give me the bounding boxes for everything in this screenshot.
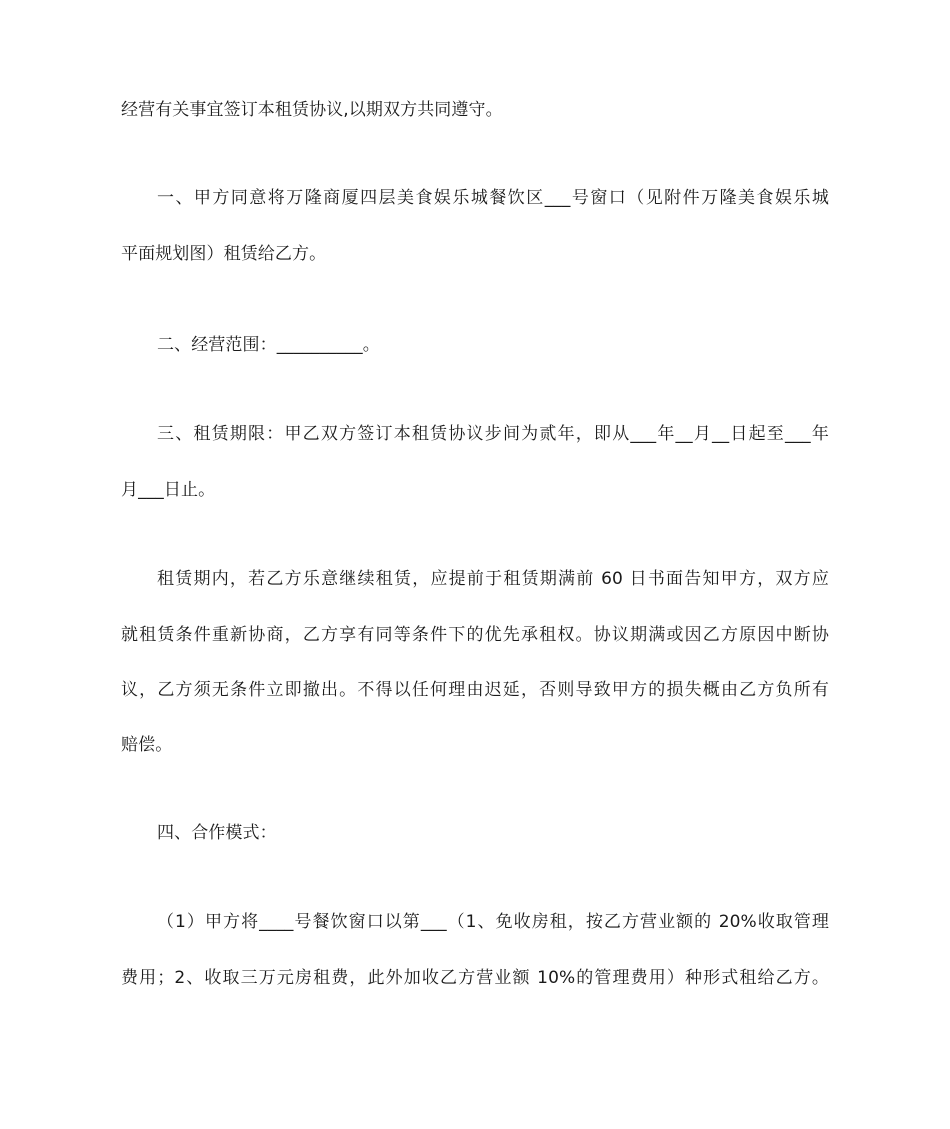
clause-three-line: 月___日止。 — [121, 480, 216, 500]
cooperation-mode-line: 费用；2、收取三万元房租费，此外加收乙方营业额 10%的管理费用）种形式租给乙方。 — [121, 968, 829, 988]
clause-four-heading: 四、合作模式： — [157, 823, 277, 843]
lease-renewal-line: 租赁期内，若乙方乐意继续租赁，应提前于租赁期满前 60 日书面告知甲方，双方应 — [157, 569, 829, 589]
cooperation-mode-line: （1）甲方将____号餐饮窗口以第___（1、免收房租，按乙方营业额的 20%收取管理 — [157, 912, 829, 932]
lease-renewal-line: 就租赁条件重新协商，乙方享有同等条件下的优先承租权。协议期满或因乙方原因中断协 — [121, 625, 829, 645]
lease-renewal-line: 赔偿。 — [121, 735, 173, 755]
lease-renewal-line: 议，乙方须无条件立即撤出。不得以任何理由迟延，否则导致甲方的损失概由乙方负所有 — [121, 680, 829, 700]
clause-three-line: 三、租赁期限：甲乙双方签订本租赁协议步间为贰年，即从___年__月__日起至___年 — [157, 424, 829, 444]
clause-one-line: 平面规划图）租赁给乙方。 — [121, 244, 327, 264]
clause-one-line: 一、甲方同意将万隆商厦四层美食娱乐城餐饮区___号窗口（见附件万隆美食娱乐城 — [157, 188, 829, 208]
paragraph-line: 经营有关事宜签订本租赁协议,以期双方共同遵守。 — [121, 100, 503, 120]
clause-two-line: 二、经营范围：__________。 — [157, 335, 380, 355]
